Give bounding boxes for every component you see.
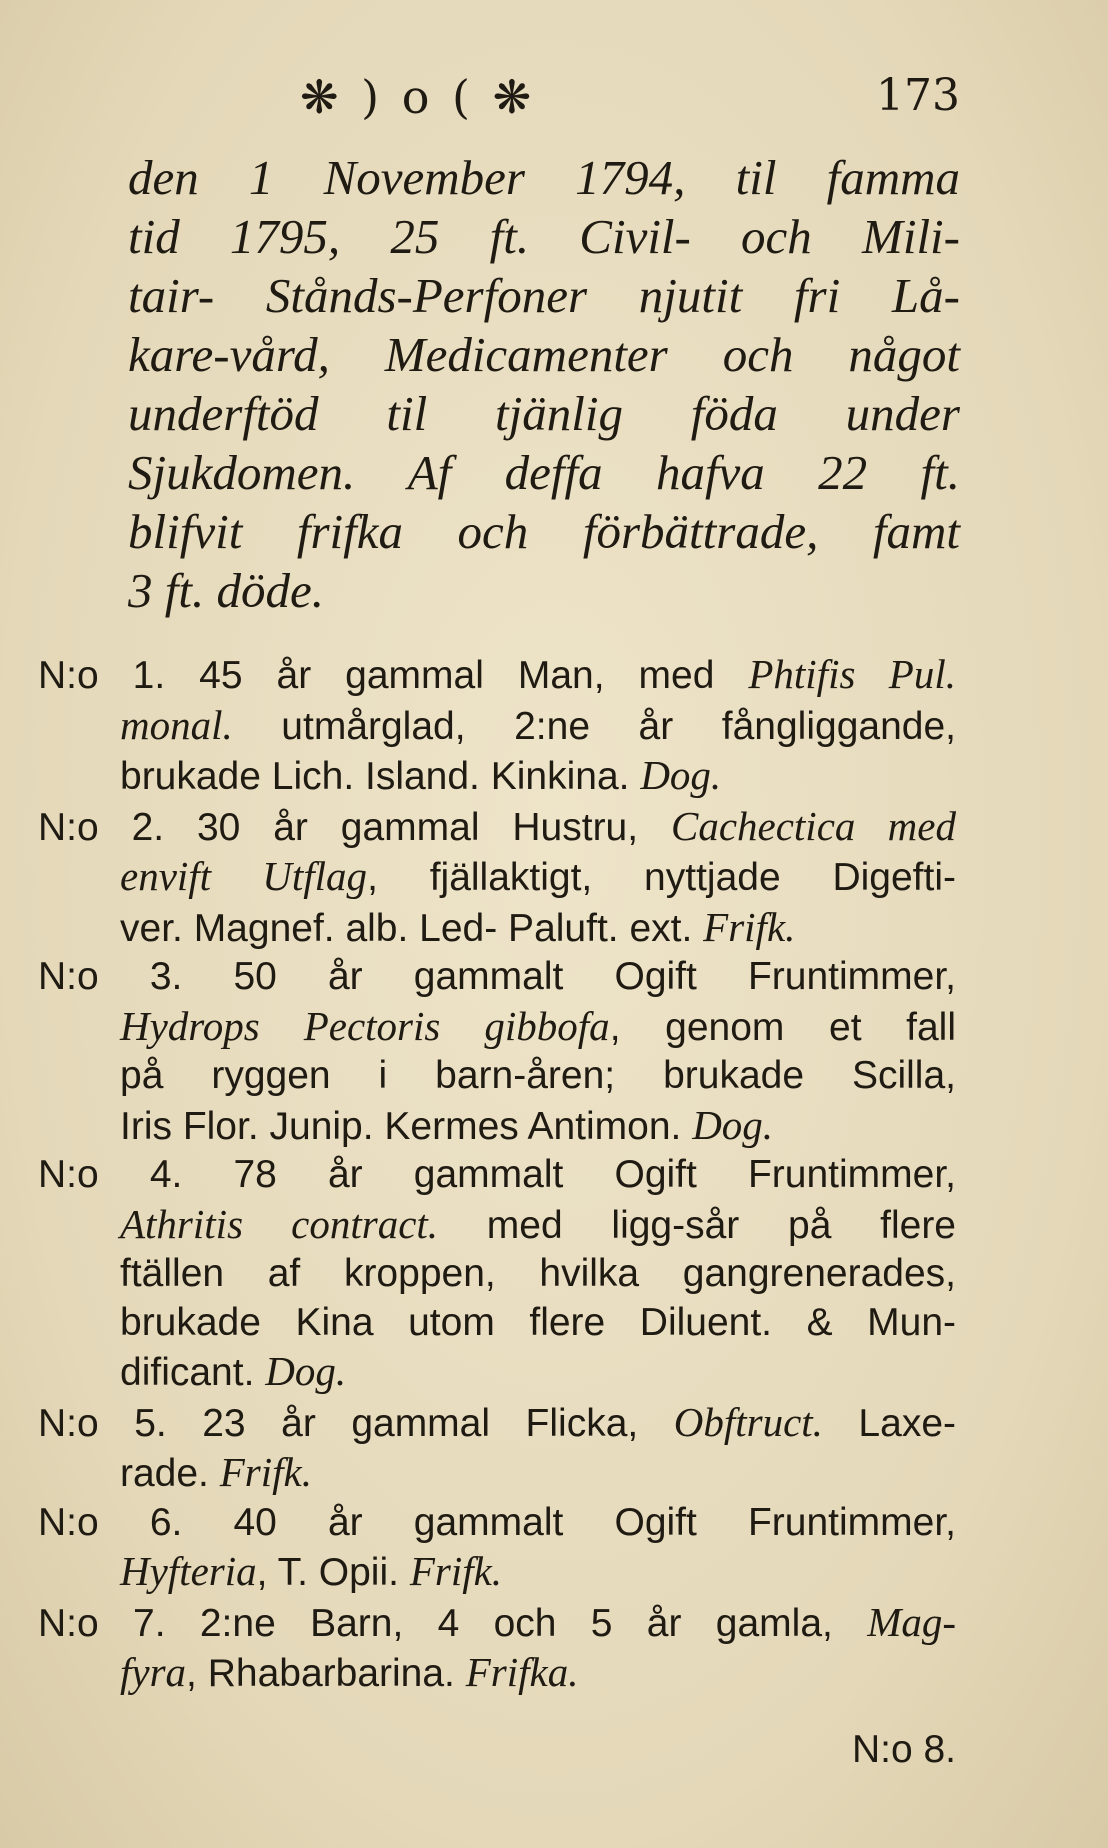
latin-term: Cachectica med (670, 802, 956, 849)
case-entry (38, 1598, 956, 1699)
catchword: N:o 8. (851, 1728, 956, 1771)
case-line (38, 1448, 956, 1499)
text-run: , T. Opii. (256, 1551, 410, 1594)
case-line (38, 650, 956, 701)
case-line (38, 1052, 956, 1101)
latin-term: Phtifis Pul. (748, 651, 956, 697)
case-entry (38, 802, 956, 954)
intro-line: Sjukdomen. Af deffa hafva 22 ft. (128, 445, 960, 500)
text-run: dificant. (120, 1351, 266, 1394)
intro-line: underftöd til tjänlig föda under (128, 386, 960, 441)
case-line (38, 1002, 956, 1053)
case-line (38, 1151, 956, 1200)
case-line (38, 953, 956, 1002)
text-run: , genom et fall (609, 1005, 956, 1049)
text-run: N:o 4. 78 år gammalt Ogift Fruntimmer, (38, 1153, 956, 1196)
text-run: rade. (120, 1452, 220, 1495)
intro-paragraph (128, 148, 960, 620)
latin-term: Dog. (692, 1101, 774, 1148)
case-line (38, 852, 956, 903)
latin-term: Hyfteria (120, 1548, 257, 1594)
case-line (38, 1347, 956, 1398)
text-run: Laxe- (822, 1401, 956, 1445)
latin-term: Obftruct. (673, 1398, 823, 1445)
text-run: ver. Magnef. alb. Led- Paluft. ext. (120, 906, 704, 950)
latin-term: Athritis contract. (120, 1200, 439, 1247)
latin-term: Frifka. (465, 1649, 579, 1695)
text-run: N:o 3. 50 år gammalt Ogift Fruntimmer, (38, 955, 956, 998)
latin-term: Frifk. (219, 1449, 312, 1495)
case-line (38, 1200, 956, 1251)
case-line (38, 1598, 956, 1649)
text-run: N:o 2. 30 år gammal Hustru, (38, 805, 671, 849)
case-line (38, 751, 956, 802)
case-line (38, 1547, 956, 1598)
page-number: 173 (876, 70, 960, 121)
case-entry (38, 1499, 956, 1598)
case-line (38, 1299, 956, 1348)
intro-line: kare-vård, Medicamenter och något (128, 327, 960, 382)
text-run: brukade Kina utom flere Diluent. & Mun- (120, 1300, 956, 1344)
text-run: på ryggen i barn-åren; brukade Scilla, (120, 1054, 956, 1097)
text-run: Iris Flor. Junip. Kermes Antimon. (120, 1104, 693, 1148)
case-entry (38, 1398, 956, 1499)
text-run: , fjällaktigt, nyttjade Digefti- (367, 856, 956, 899)
latin-term: fyra (120, 1649, 187, 1695)
case-line (38, 1250, 956, 1299)
latin-term: Frifk. (703, 903, 796, 950)
header-ornament: ❋ ) o ( ❋ (300, 70, 536, 124)
case-line (38, 1398, 956, 1449)
latin-term: Frifk. (409, 1548, 503, 1594)
latin-term: envift Utflag (120, 853, 368, 899)
text-run: N:o 7. 2:ne Barn, 4 och 5 år gamla, (38, 1601, 868, 1645)
text-run: brukade Lich. Island. Kinkina. (120, 755, 641, 798)
intro-line: den 1 November 1794, til famma (128, 150, 960, 205)
latin-term: Dog. (640, 752, 722, 798)
case-entry (38, 953, 956, 1151)
text-run: N:o 5. 23 år gammal Flicka, (38, 1401, 674, 1445)
case-list (38, 650, 956, 1699)
case-entry (38, 1151, 956, 1398)
case-entry (38, 650, 956, 802)
case-line (38, 701, 956, 752)
latin-term: Hydrops Pectoris gibbofa (120, 1002, 610, 1049)
text-run: ftällen af kroppen, hvilka gangrenerades, (120, 1252, 956, 1295)
intro-line: 3 ft. döde. (128, 563, 324, 618)
case-line (38, 1499, 956, 1548)
latin-term: Dog. (265, 1348, 347, 1394)
text-run: utmårglad, 2:ne år fångliggande, (232, 704, 956, 748)
intro-line: tair- Stånds-Perfoner njutit fri Lå- (128, 268, 960, 323)
text-run: med ligg-sår på flere (438, 1203, 956, 1247)
case-line (38, 903, 956, 954)
text-run: N:o 1. 45 år gammal Man, med (38, 654, 749, 697)
intro-line: tid 1795, 25 ft. Civil- och Mili- (128, 209, 960, 264)
latin-term: Mag- (867, 1598, 956, 1645)
case-line (38, 1648, 956, 1699)
running-header (300, 70, 960, 130)
latin-term: monal. (120, 701, 233, 748)
case-line (38, 1101, 956, 1152)
text-run: N:o 6. 40 år gammalt Ogift Fruntimmer, (38, 1500, 956, 1544)
text-run: , Rhabarbarina. (186, 1652, 466, 1695)
case-line (38, 802, 956, 853)
intro-line: blifvit frifka och förbättrade, famt (128, 504, 960, 559)
